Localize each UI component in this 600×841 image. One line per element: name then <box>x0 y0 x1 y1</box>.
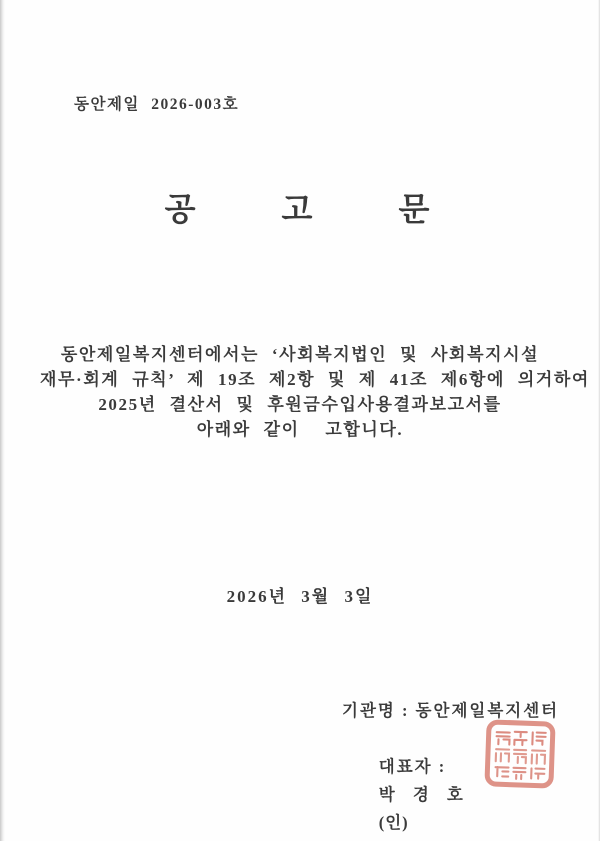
seal-placeholder-mark: (인) <box>378 813 409 832</box>
document-number: 동안제일 2026-003호 <box>74 96 240 113</box>
notice-date: 2026년 3월 3일 <box>226 587 374 606</box>
page-title: 공 고 문 <box>164 191 436 227</box>
notice-body <box>40 342 590 442</box>
body-line: 2025년 결산서 및 후원금수입사용결과보고서를 <box>98 395 502 414</box>
organization-name-line: 기관명 : 동안제일복지센터 <box>342 701 560 720</box>
official-seal-stamp <box>483 718 557 790</box>
body-line: 아래와 같이 고합니다. <box>196 420 404 439</box>
body-line: 재무·회계 규칙’ 제 19조 제2항 및 제 41조 제6항에 의거하여 <box>40 370 590 389</box>
representative-label: 대표자 : <box>378 757 447 776</box>
scan-edge-left <box>0 0 5 841</box>
body-line: 동안제일복지센터에서는 ‘사회복지법인 및 사회복지시설 <box>60 345 540 364</box>
representative-name: 박 경 호 <box>378 785 467 804</box>
